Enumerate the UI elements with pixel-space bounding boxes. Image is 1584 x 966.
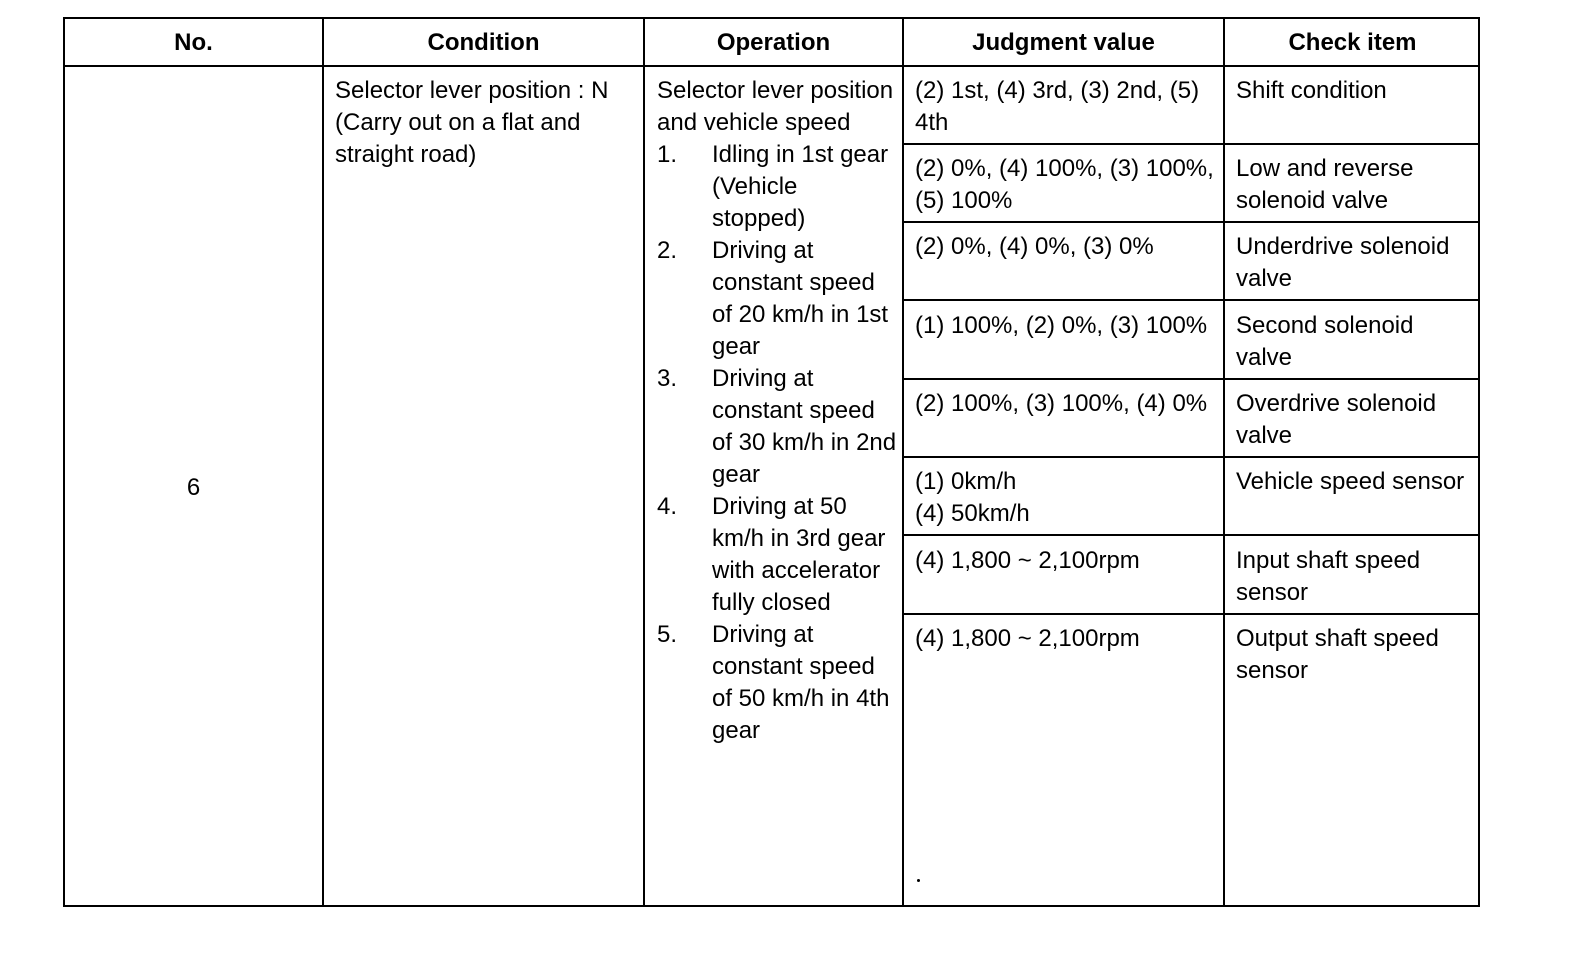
operation-step [657, 491, 897, 619]
header-no: No. [174, 28, 213, 56]
header-condition: Condition [427, 28, 540, 56]
check-item: Output shaft speed sensor [1236, 625, 1439, 684]
step-text: Driving at constant speed of 50 km/h in 4th gear [712, 621, 890, 744]
column-divider [322, 19, 324, 905]
check-item: Input shaft speed sensor [1236, 547, 1421, 606]
row-divider [902, 456, 1478, 458]
row-divider [902, 221, 1478, 223]
judgment-value: (1) 0km/h (4) 50km/h [915, 468, 1030, 527]
step-number: 5. [657, 621, 678, 648]
operation-step [657, 139, 897, 235]
operation-step [657, 235, 897, 363]
judgment-value: (2) 0%, (4) 100%, (3) 100%, (5) 100% [915, 155, 1214, 214]
scan-speck [917, 879, 920, 882]
check-item: Underdrive solenoid valve [1236, 233, 1450, 292]
step-number: 3. [657, 365, 678, 392]
check-item: Shift condition [1236, 77, 1387, 104]
judgment-value: (2) 100%, (3) 100%, (4) 0% [915, 390, 1208, 417]
judgment-value: (4) 1,800 ~ 2,100rpm [915, 547, 1140, 574]
judgment-value: (4) 1,800 ~ 2,100rpm [915, 625, 1140, 652]
judgment-value: (1) 100%, (2) 0%, (3) 100% [915, 312, 1208, 339]
inspection-table [63, 17, 1480, 907]
judgment-value: (2) 1st, (4) 3rd, (3) 2nd, (5) 4th [915, 77, 1200, 136]
column-divider [643, 19, 645, 905]
judgment-value: (2) 0%, (4) 0%, (3) 0% [915, 233, 1154, 260]
column-divider [1223, 19, 1225, 905]
row-divider [902, 143, 1478, 145]
operation-step [657, 363, 897, 491]
header-operation: Operation [716, 28, 831, 56]
step-number: 4. [657, 493, 678, 520]
step-text: Driving at 50 km/h in 3rd gear with accelerator fully closed [712, 493, 886, 616]
step-number: 1. [657, 141, 678, 168]
operation-cell [657, 75, 897, 747]
check-item: Overdrive solenoid valve [1236, 390, 1437, 449]
step-text: Idling in 1st gear (Vehicle stopped) [712, 141, 889, 232]
row-divider [902, 378, 1478, 380]
header-judgment-value: Judgment value [972, 28, 1155, 56]
operation-step [657, 619, 897, 747]
operation-steps [657, 139, 897, 747]
step-text: Driving at constant speed of 30 km/h in 2nd gear [712, 365, 897, 488]
row-divider [902, 613, 1478, 615]
header-check-item: Check item [1288, 28, 1417, 56]
column-divider [902, 19, 904, 905]
step-number: 2. [657, 237, 678, 264]
operation-intro: Selector lever position and vehicle speed [657, 77, 894, 136]
step-text: Driving at constant speed of 20 km/h in 1st gear [712, 237, 889, 360]
check-item: Low and reverse solenoid valve [1236, 155, 1414, 214]
check-item: Second solenoid valve [1236, 312, 1414, 371]
row-divider [902, 299, 1478, 301]
row-number: 6 [186, 474, 201, 501]
row-divider [902, 534, 1478, 536]
check-item: Vehicle speed sensor [1236, 468, 1465, 495]
condition-text: Selector lever position : N (Carry out on a flat and straight road) [335, 77, 609, 168]
